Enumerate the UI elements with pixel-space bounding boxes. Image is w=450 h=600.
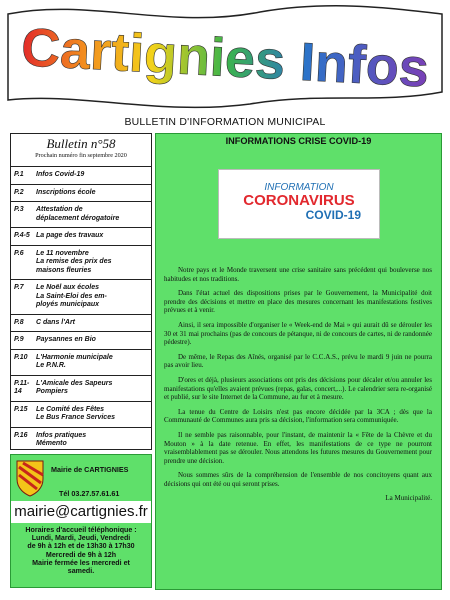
toc-item-title: Infos pratiques Mémento (36, 431, 87, 447)
phone-hours: Horaires d'accueil téléphonique : Lundi, Mardi, Jeudi, Vendredi de 9h à 12h et de 13h30 à 17h30 Mercredi de 9h à 12h Mairie fermée les mercredi et samedi. (25, 526, 137, 576)
toc-page-number: P.7 (14, 284, 24, 291)
toc-item (11, 280, 151, 314)
toc-item (11, 246, 151, 280)
image-line-coronavirus: CORONAVIRUS (243, 192, 355, 209)
coronavirus-info-image (218, 169, 380, 239)
town-hall-name: Mairie de CARTIGNIES (51, 465, 129, 474)
toc-item-title: Inscriptions école (36, 188, 96, 196)
covid-article (155, 133, 442, 590)
toc-item-title: C dans l'Art (36, 318, 76, 326)
article-paragraph: Ainsi, il sera impossible d'organiser le « Week-end de Mai » qui aurait dû se dérouler les 30 et 31 mai prochains (pas de concours de pétanque, ni de concours de cartes, ni de randonnée pédestre). (164, 320, 432, 347)
toc-page-number: P.11-14 (14, 379, 30, 395)
article-paragraph: De même, le Repas des Aînés, organisé par le C.C.A.S., prévu le mardi 9 juin ne pourra pas avoir lieu. (164, 352, 432, 370)
toc-page-number: P.9 (14, 336, 24, 343)
image-line-covid: COVID-19 (305, 208, 361, 222)
toc-item-title: Infos Covid-19 (36, 171, 85, 178)
title-banner (0, 0, 450, 112)
toc-item (11, 202, 151, 227)
newsletter-subtitle: BULLETIN D'INFORMATION MUNICIPAL (124, 116, 326, 128)
toc-item-title: Attestation de déplacement dérogatoire (36, 206, 120, 222)
toc-item (11, 185, 151, 202)
image-line-information: INFORMATION (264, 182, 334, 193)
toc-item-title: L'Harmonie municipale Le P.N.R. (36, 353, 113, 369)
table-of-contents (10, 166, 152, 450)
article-title: INFORMATIONS CRISE COVID-19 (225, 136, 372, 146)
toc-page-number: P.1 (14, 171, 24, 178)
toc-page-number: P.15 (14, 405, 28, 413)
toc-item (11, 376, 151, 401)
article-paragraph: Nous sommes sûrs de la compréhension de l'ensemble de nos concitoyens quant aux décisions qui ont été ou qui seront prises. (164, 471, 432, 488)
toc-page-number: P.6 (14, 249, 24, 257)
article-paragraph: Il ne semble pas raisonnable, pour l'instant, de maintenir la « Fête de la Chèvre et du Mouton » à la date retenue. En effet, les manifestations de ce type ne pourront vraisemblablement pas se dérouler. Nous attendons les futures mesures du Gouvernement pour prendre une décision. (164, 430, 432, 465)
article-body (164, 266, 432, 509)
town-hall-phone: Tél 03.27.57.61.61 (59, 489, 120, 498)
article-paragraph: Dans l'état actuel des dispositions prises par le Gouvernement, la Municipalité doit prendre des décisions et mettre en place des mesures concernant les manifestations festives prévues et à venir. (164, 289, 432, 315)
toc-item (11, 228, 151, 245)
article-signature: La Municipalité. (385, 494, 432, 503)
toc-item-title: Paysannes en Bio (36, 336, 96, 343)
toc-item-title: Le Comité des Fêtes Le Bus France Services (36, 405, 115, 421)
toc-item-title: L'Amicale des Sapeurs Pompiers (36, 379, 113, 395)
toc-item (11, 350, 151, 375)
toc-page-number: P.2 (14, 188, 24, 196)
toc-item (11, 332, 151, 349)
toc-item (11, 167, 151, 184)
article-paragraph: La tenue du Centre de Loisirs n'est pas encore décidée par la 3CA ; dès que la Communauté de Communes aura pris sa décision, l'information sera communiquée. (164, 407, 432, 425)
article-paragraph: Notre pays et le Monde traversent une crise sanitaire sans précédent qui bouleverse nos habitudes et nos traditions. (164, 266, 432, 283)
toc-page-number: P.4-5 (14, 232, 30, 239)
next-issue-note: Prochain numéro fin septembre 2020 (35, 152, 127, 159)
toc-page-number: P.16 (14, 431, 28, 439)
bulletin-number-box (10, 133, 152, 167)
article-paragraph: D'ores et déjà, plusieurs associations ont pris des décisions pour décaler et/ou annuler les manifestations qu'elles avaient prévues (repas, galas, concert,...). Le calendrier sera re-organisé et publié, sur le site Internet de la Commune, au fur et à mesure. (164, 375, 432, 402)
town-hall-email[interactable]: mairie@cartignies.fr (11, 501, 151, 523)
toc-item (11, 402, 151, 427)
coat-of-arms-icon (15, 459, 45, 497)
town-hall-contact (10, 454, 152, 588)
toc-item-title: Le 11 novembre La remise des prix des maisons fleuries (36, 249, 112, 274)
toc-item-title: La page des travaux (36, 232, 104, 239)
newsletter-title: Cartignies Infos (19, 17, 431, 99)
bulletin-number: Bulletin n°58 (46, 136, 116, 151)
toc-page-number: P.8 (14, 318, 24, 326)
toc-item (11, 315, 151, 332)
toc-item (11, 428, 151, 453)
toc-item-title: Le Noël aux écoles La Saint-Eloi des em- ployés municipaux (36, 284, 107, 308)
toc-page-number: P.3 (14, 206, 24, 213)
town-hall-header (11, 455, 151, 501)
toc-page-number: P.10 (14, 353, 28, 361)
